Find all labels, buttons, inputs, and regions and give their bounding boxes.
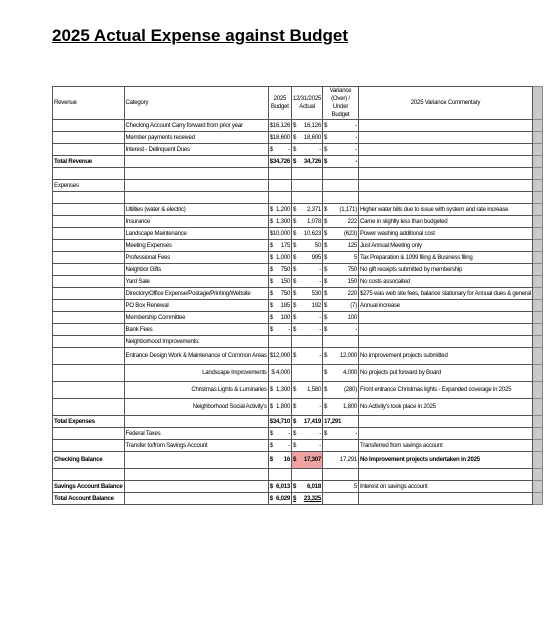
scroll-gutter xyxy=(533,348,543,365)
scroll-gutter xyxy=(533,481,543,493)
comment-cell: No projects put forward by Board xyxy=(358,365,532,382)
category-cell: Neighborhood Social Activity's xyxy=(124,399,268,416)
blank-row xyxy=(53,192,543,204)
comment-cell xyxy=(358,428,532,440)
highlighted-actual: $ 17,307 xyxy=(291,452,322,469)
comment-cell xyxy=(358,312,532,324)
comment-cell: No costs assocaited xyxy=(358,276,532,288)
budget-table xyxy=(52,86,543,505)
checking-balance-row: Checking Balance $ 16 $ 17,307 17,291 No Improvement projects undertaken in 2025 xyxy=(53,452,543,469)
total-account-row: Total Account Balance $ 6,029 $ 23,325 xyxy=(53,493,543,505)
table-row: Entrance Design Work & Maintenance of Common Areas $12,000 $ - $ 12,000 No improvement projects submitted xyxy=(53,348,543,365)
table-row: Insurance $ 1,300 $ 1,078 $ 222 Came in slightly less than budgeted xyxy=(53,216,543,228)
comment-cell: Tax Preparation & 1099 filing & Business filing xyxy=(358,252,532,264)
table-row: PO Box Renewal $ 185 $ 192 $ (7) Annual increase xyxy=(53,300,543,312)
total-revenue-row: Total Revenue $34,726 $ 34,726 $ - xyxy=(53,156,543,168)
category-cell: Entrance Design Work & Maintenance of Common Areas xyxy=(124,348,268,365)
scroll-gutter xyxy=(533,288,543,300)
blank-row xyxy=(53,168,543,180)
scroll-gutter xyxy=(533,132,543,144)
scroll-gutter xyxy=(533,87,543,120)
table-row: Directory/Office Expense/Postage/Printing/Website $ 750 $ 530 $ 220 $275 was web site fees, balance stationary for Annual dues & general xyxy=(53,288,543,300)
category-cell: Member payments received xyxy=(124,132,268,144)
table-row: Checking Account Carry forward from prior year $16,126 $ 16,126 $ - xyxy=(53,120,543,132)
page-title: 2025 Actual Expense against Budget xyxy=(52,26,349,45)
comment-cell: No Activity's took place in 2025 xyxy=(358,399,532,416)
table-row: Transfer to/from Savings Account $ - $ - Transferred from savings account xyxy=(53,440,543,452)
table-row: Landscape Improvements $ 4,000 $ 4,000 No projects put forward by Board xyxy=(53,365,543,382)
category-cell: Landscape Improvements xyxy=(124,365,268,382)
savings-balance-row: Savings Account Balance $ 6,013 $ 6,018 5 Interest on savings account xyxy=(53,481,543,493)
comment-cell xyxy=(358,144,532,156)
header-row xyxy=(53,87,543,120)
scroll-gutter xyxy=(533,336,543,348)
scroll-gutter xyxy=(533,180,543,192)
scroll-gutter xyxy=(533,382,543,399)
comment-cell: Front entrance Christmas lights - Expanded coverage in 2025 xyxy=(358,382,532,399)
scroll-gutter xyxy=(533,399,543,416)
table-row: Member payments received $18,600 $ 18,600 $ - xyxy=(53,132,543,144)
scroll-gutter xyxy=(533,312,543,324)
table-row: Meeting Expenses $ 175 $ 50 $ 125 Just Annual Meeting only xyxy=(53,240,543,252)
scroll-gutter xyxy=(533,469,543,481)
category-cell: Meeting Expenses xyxy=(124,240,268,252)
category-cell: Neighbor Gifts xyxy=(124,264,268,276)
scroll-gutter xyxy=(533,120,543,132)
comment-cell: Annual increase xyxy=(358,300,532,312)
scroll-gutter xyxy=(533,440,543,452)
category-cell: Yard Sale xyxy=(124,276,268,288)
category-cell: Interest - Delinquent Dues xyxy=(124,144,268,156)
comment-cell: Transferred from savings account xyxy=(358,440,532,452)
scroll-gutter xyxy=(533,216,543,228)
category-header: Category xyxy=(124,87,268,120)
category-cell: Landscape Maintenance xyxy=(124,228,268,240)
scroll-gutter xyxy=(533,156,543,168)
expenses-label-row: Expenses xyxy=(53,180,543,192)
comment-cell: Just Annual Meeting only xyxy=(358,240,532,252)
scroll-gutter xyxy=(533,452,543,469)
scroll-gutter xyxy=(533,192,543,204)
category-cell: Directory/Office Expense/Postage/Printing/Website xyxy=(124,288,268,300)
category-cell: PO Box Renewal xyxy=(124,300,268,312)
scroll-gutter xyxy=(533,365,543,382)
category-cell: Bank Fees xyxy=(124,324,268,336)
category-cell: Professional Fees xyxy=(124,252,268,264)
table-row: Federal Taxes $ - $ - $ - xyxy=(53,428,543,440)
table-row: Bank Fees $ - $ - $ - xyxy=(53,324,543,336)
comment-cell: No gift receipts submitted by membership xyxy=(358,264,532,276)
scroll-gutter xyxy=(533,300,543,312)
scroll-gutter xyxy=(533,416,543,428)
scroll-gutter xyxy=(533,168,543,180)
comment-cell: Power washing additional cost xyxy=(358,228,532,240)
commentary-header: 2025 Variance Commentary xyxy=(358,87,532,120)
variance-header: Variance (Over) / Under Budget xyxy=(322,87,358,120)
table-row: Neighbor Gifts $ 750 $ - $ 750 No gift receipts submitted by membership xyxy=(53,264,543,276)
blank-row xyxy=(53,469,543,481)
comment-cell: Came in slightly less than budgeted xyxy=(358,216,532,228)
comment-cell xyxy=(358,132,532,144)
table-row: Utilities (water & electric) $ 1,200 $ 2,371 $ (1,171) Higher water bills due to issue with system and rate increase xyxy=(53,204,543,216)
table-row: Yard Sale $ 150 $ - $ 150 No costs assocaited xyxy=(53,276,543,288)
revenue-header: Revenue xyxy=(53,87,125,120)
budget-header: 2025 Budget xyxy=(268,87,291,120)
total-expenses-row: Total Expenses $34,710 $ 17,419 17,291 xyxy=(53,416,543,428)
category-cell: Utilities (water & electric) xyxy=(124,204,268,216)
scroll-gutter xyxy=(533,276,543,288)
category-cell: Transfer to/from Savings Account xyxy=(124,440,268,452)
comment-cell: $275 was web site fees, balance stationary for Annual dues & general xyxy=(358,288,532,300)
category-cell: Christmas Lights & Luminaries xyxy=(124,382,268,399)
scroll-gutter xyxy=(533,252,543,264)
category-cell: Membership Committee xyxy=(124,312,268,324)
category-cell: Insurance xyxy=(124,216,268,228)
comment-cell xyxy=(358,324,532,336)
comment-cell xyxy=(358,120,532,132)
table-row: Interest - Delinquent Dues $ - $ - $ - xyxy=(53,144,543,156)
scroll-gutter xyxy=(533,324,543,336)
table-row: Professional Fees $ 1,000 $ 995 $ 5 Tax Preparation & 1099 filing & Business filing xyxy=(53,252,543,264)
comment-cell: Higher water bills due to issue with system and rate increase xyxy=(358,204,532,216)
scroll-gutter xyxy=(533,144,543,156)
table-row: Neighborhood Social Activity's $ 1,800 $ - $ 1,800 No Activity's took place in 2025 xyxy=(53,399,543,416)
scroll-gutter xyxy=(533,264,543,276)
scroll-gutter xyxy=(533,240,543,252)
neighborhood-label-row: Neighborhood Improvements: xyxy=(53,336,543,348)
comment-cell: No improvement projects submitted xyxy=(358,348,532,365)
scroll-gutter xyxy=(533,493,543,505)
category-cell: Checking Account Carry forward from prior year xyxy=(124,120,268,132)
table-row: Christmas Lights & Luminaries $ 1,300 $ 1,580 $ (280) Front entrance Christmas lights - Expanded coverage in 2025 xyxy=(53,382,543,399)
scroll-gutter xyxy=(533,428,543,440)
actual-header: 12/31/2025 Actual xyxy=(291,87,322,120)
scroll-gutter xyxy=(533,204,543,216)
category-cell: Federal Taxes xyxy=(124,428,268,440)
table-row: Landscape Maintenance $10,000 $ 10,623 $ (623) Power washing additional cost xyxy=(53,228,543,240)
scroll-gutter xyxy=(533,228,543,240)
table-row: Membership Committee $ 100 $ - $ 100 xyxy=(53,312,543,324)
